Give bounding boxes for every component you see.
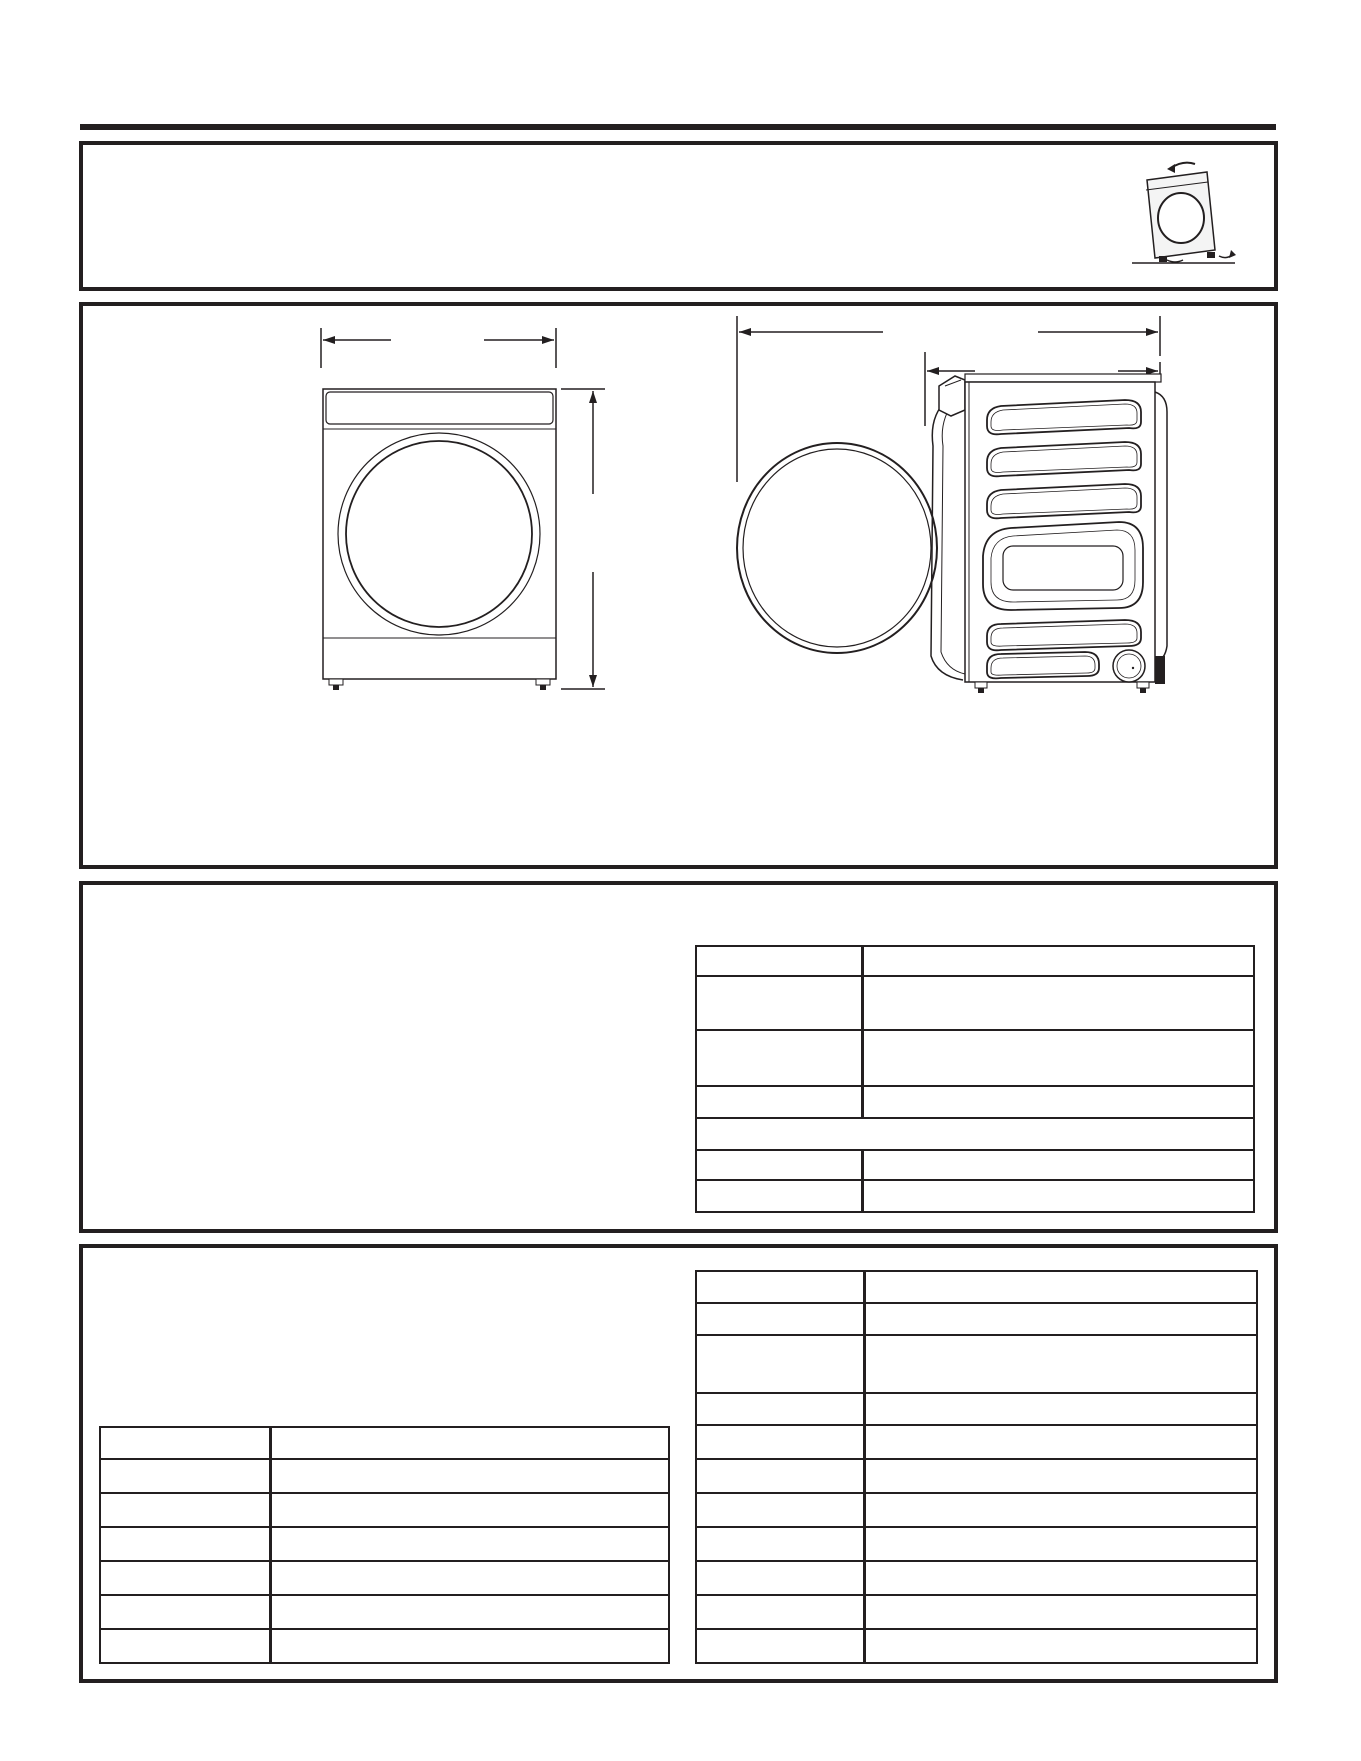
table-cell bbox=[696, 1030, 862, 1086]
table-row bbox=[696, 1030, 1254, 1086]
table-cell bbox=[864, 1303, 1257, 1335]
table-cell bbox=[696, 1595, 864, 1629]
table-cell bbox=[696, 1493, 864, 1527]
table-cell bbox=[270, 1459, 669, 1493]
table-cell bbox=[696, 1527, 864, 1561]
table-row bbox=[696, 1150, 1254, 1180]
table-cell bbox=[696, 1335, 864, 1393]
table-cell bbox=[100, 1427, 270, 1459]
table-row bbox=[696, 1561, 1257, 1595]
table-cell bbox=[696, 1271, 864, 1303]
panel-dimensions bbox=[79, 302, 1278, 869]
table-row bbox=[100, 1629, 669, 1663]
spec-table-3 bbox=[99, 1426, 670, 1664]
table-row bbox=[100, 1527, 669, 1561]
table-cell bbox=[862, 1180, 1254, 1212]
table-cell bbox=[864, 1493, 1257, 1527]
table-row bbox=[100, 1459, 669, 1493]
table-cell bbox=[864, 1595, 1257, 1629]
table-cell bbox=[864, 1335, 1257, 1393]
table-cell bbox=[696, 1118, 1254, 1150]
table-row bbox=[696, 976, 1254, 1030]
table-cell bbox=[696, 1561, 864, 1595]
panel-specifications bbox=[79, 881, 1278, 1233]
header-rule bbox=[80, 124, 1276, 130]
level-dryer-icon bbox=[1131, 156, 1259, 278]
table-cell bbox=[862, 1150, 1254, 1180]
table-cell bbox=[100, 1629, 270, 1663]
table-row bbox=[696, 1303, 1257, 1335]
table-cell bbox=[864, 1425, 1257, 1459]
table-row bbox=[100, 1427, 669, 1459]
table-cell bbox=[864, 1527, 1257, 1561]
table-row bbox=[696, 1086, 1254, 1118]
table-cell bbox=[270, 1527, 669, 1561]
table-cell bbox=[696, 1303, 864, 1335]
table-row bbox=[696, 1595, 1257, 1629]
spec-table-1 bbox=[695, 945, 1255, 1213]
table-cell bbox=[864, 1271, 1257, 1303]
table-cell bbox=[696, 1425, 864, 1459]
table-row bbox=[696, 1493, 1257, 1527]
table-cell bbox=[100, 1493, 270, 1527]
table-cell bbox=[864, 1561, 1257, 1595]
table-row bbox=[696, 946, 1254, 976]
table-cell bbox=[270, 1595, 669, 1629]
table-cell bbox=[270, 1493, 669, 1527]
table-cell bbox=[864, 1459, 1257, 1493]
table-cell bbox=[696, 946, 862, 976]
table-cell bbox=[696, 1459, 864, 1493]
table-cell bbox=[696, 1393, 864, 1425]
table-cell bbox=[864, 1629, 1257, 1663]
table-cell bbox=[270, 1427, 669, 1459]
table-cell bbox=[100, 1561, 270, 1595]
table-cell bbox=[696, 1086, 862, 1118]
table-row bbox=[696, 1425, 1257, 1459]
table-row bbox=[696, 1527, 1257, 1561]
dryer-front-view bbox=[321, 324, 641, 694]
table-row bbox=[696, 1335, 1257, 1393]
dryer-side-view-door-open bbox=[733, 316, 1203, 696]
table-cell bbox=[864, 1393, 1257, 1425]
table-cell bbox=[862, 946, 1254, 976]
table-row bbox=[696, 1393, 1257, 1425]
table-cell bbox=[862, 1030, 1254, 1086]
footer-code bbox=[1317, 1748, 1359, 1759]
panel-leveling bbox=[79, 141, 1278, 291]
table-cell bbox=[100, 1595, 270, 1629]
table-row bbox=[100, 1493, 669, 1527]
table-row bbox=[696, 1271, 1257, 1303]
table-cell bbox=[270, 1561, 669, 1595]
spec-table-2 bbox=[695, 1270, 1258, 1664]
table-cell bbox=[270, 1629, 669, 1663]
table-cell bbox=[100, 1527, 270, 1561]
table-row bbox=[696, 1629, 1257, 1663]
table-row bbox=[100, 1561, 669, 1595]
table-cell bbox=[696, 1629, 864, 1663]
table-row bbox=[696, 1180, 1254, 1212]
table-cell bbox=[696, 976, 862, 1030]
table-cell bbox=[862, 976, 1254, 1030]
table-cell bbox=[696, 1180, 862, 1212]
table-cell bbox=[696, 1150, 862, 1180]
table-cell bbox=[862, 1086, 1254, 1118]
table-row bbox=[696, 1118, 1254, 1150]
table-row bbox=[696, 1459, 1257, 1493]
table-cell bbox=[100, 1459, 270, 1493]
table-row bbox=[100, 1595, 669, 1629]
panel-additional-specs bbox=[79, 1244, 1278, 1683]
